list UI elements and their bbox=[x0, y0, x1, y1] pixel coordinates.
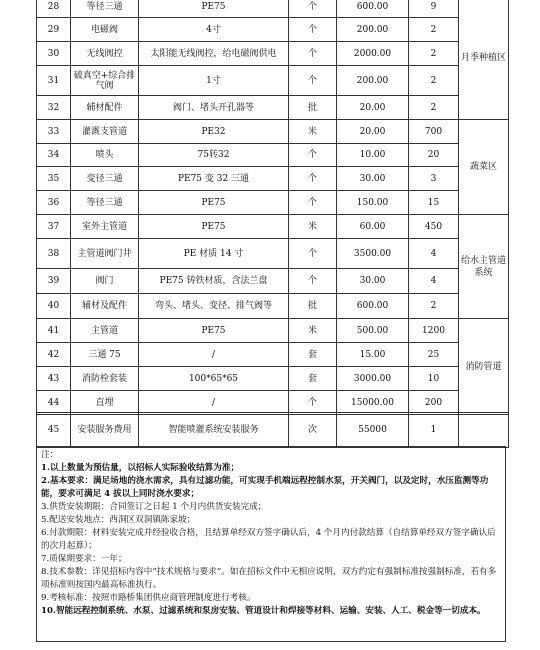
service-spec: 智能喷灌系统安装服务 bbox=[139, 413, 289, 448]
row-unit: 批 bbox=[289, 294, 337, 319]
row-unit: 个 bbox=[289, 66, 337, 96]
area-label: 月季种植区 bbox=[459, 0, 509, 120]
row-unit: 批 bbox=[289, 96, 337, 120]
row-name: 等径三通 bbox=[71, 191, 139, 215]
row-spec: PE 材质 14 寸 bbox=[139, 239, 289, 269]
table-row bbox=[37, 167, 509, 191]
row-unit: 个 bbox=[289, 42, 337, 66]
row-unit: 个 bbox=[289, 269, 337, 294]
row-spec: PE32 bbox=[139, 120, 289, 144]
row-name: 电磁阀 bbox=[71, 18, 139, 42]
row-spec: / bbox=[139, 391, 289, 415]
row-spec: 100*65*65 bbox=[139, 367, 289, 391]
row-qty: 9 bbox=[409, 0, 459, 18]
note-item: 6.付款期限：材料安装完成并经验收合格，且结算单经双方签字确认后，4 个月内付款结算（自结算单经双方签字确认后的次月起算）； bbox=[41, 528, 496, 551]
notes-section bbox=[36, 446, 506, 642]
row-no: 32 bbox=[37, 96, 71, 120]
row-no: 35 bbox=[37, 167, 71, 191]
row-name: 主管道阀门井 bbox=[71, 239, 139, 269]
row-no: 42 bbox=[37, 343, 71, 367]
table-row bbox=[37, 343, 509, 367]
row-spec: PE75 bbox=[139, 215, 289, 239]
row-name: 直埋 bbox=[71, 391, 139, 415]
row-qty: 2 bbox=[409, 294, 459, 319]
table-row bbox=[37, 239, 509, 269]
row-price: 3500.00 bbox=[337, 239, 409, 269]
row-qty: 2 bbox=[409, 96, 459, 120]
table-row bbox=[37, 96, 509, 120]
row-no: 40 bbox=[37, 294, 71, 319]
service-area bbox=[459, 413, 509, 448]
note-item: 10.智能远程控制系统、水泵、过滤系统和泵房安装、管道设计和焊接等材料、运输、安装、人工、税金等一切成本。 bbox=[41, 606, 486, 616]
table-row bbox=[37, 391, 509, 415]
row-price: 3000.00 bbox=[337, 367, 409, 391]
note-item: 8.技术参数：详见招标内容中“技术规格与要求”。如在招标文件中无相应说明，双方约定有强制标准按强制标准，若有多项标准则按国内最高标准执行。 bbox=[41, 567, 497, 590]
table-row bbox=[37, 215, 509, 239]
row-spec: PE75 bbox=[139, 191, 289, 215]
items-table bbox=[36, 0, 509, 415]
row-unit: 个 bbox=[289, 144, 337, 167]
row-no: 33 bbox=[37, 120, 71, 144]
row-qty: 2 bbox=[409, 66, 459, 96]
table-row bbox=[37, 66, 509, 96]
table-row bbox=[37, 120, 509, 144]
service-qty: 1 bbox=[409, 413, 459, 448]
service-row bbox=[37, 413, 509, 448]
row-spec: PE75 铸铁材质，含法兰盘 bbox=[139, 269, 289, 294]
table-row bbox=[37, 367, 509, 391]
row-name: 消防栓套装 bbox=[71, 367, 139, 391]
row-qty: 10 bbox=[409, 367, 459, 391]
row-unit: 个 bbox=[289, 191, 337, 215]
table-row bbox=[37, 0, 509, 18]
row-name: 变径三通 bbox=[71, 167, 139, 191]
row-qty: 200 bbox=[409, 391, 459, 415]
row-no: 37 bbox=[37, 215, 71, 239]
service-no: 45 bbox=[37, 413, 71, 448]
row-qty: 450 bbox=[409, 215, 459, 239]
row-spec: 弯头、堵头、变径、排气阀等 bbox=[139, 294, 289, 319]
row-spec: PE75 bbox=[139, 0, 289, 18]
row-name: 主管道 bbox=[71, 319, 139, 343]
row-unit: 米 bbox=[289, 319, 337, 343]
row-unit: 套 bbox=[289, 343, 337, 367]
area-label: 给水主管道系统 bbox=[459, 215, 509, 319]
row-price: 10.00 bbox=[337, 144, 409, 167]
row-no: 38 bbox=[37, 239, 71, 269]
row-qty: 2 bbox=[409, 18, 459, 42]
row-no: 29 bbox=[37, 18, 71, 42]
row-price: 15.00 bbox=[337, 343, 409, 367]
row-no: 34 bbox=[37, 144, 71, 167]
table-row bbox=[37, 191, 509, 215]
row-price: 200.00 bbox=[337, 18, 409, 42]
row-spec: 4寸 bbox=[139, 18, 289, 42]
row-no: 39 bbox=[37, 269, 71, 294]
row-no: 30 bbox=[37, 42, 71, 66]
row-price: 15000.00 bbox=[337, 391, 409, 415]
row-unit: 个 bbox=[289, 18, 337, 42]
row-qty: 25 bbox=[409, 343, 459, 367]
note-item: 2.基本要求：满足场地的浇水需求，具有过滤功能，可实现手机端远程控制水泵，开关阀门，以及定时，水压监测等功能，要求可满足 4 拔以上同时浇水要求； bbox=[41, 476, 489, 499]
row-name: 阀门 bbox=[71, 269, 139, 294]
row-spec: 阀门、堵头开孔器等 bbox=[139, 96, 289, 120]
row-qty: 1200 bbox=[409, 319, 459, 343]
row-no: 41 bbox=[37, 319, 71, 343]
row-name: 室外主管道 bbox=[71, 215, 139, 239]
table-row bbox=[37, 269, 509, 294]
table-row bbox=[37, 319, 509, 343]
row-price: 2000.00 bbox=[337, 42, 409, 66]
table-row bbox=[37, 18, 509, 42]
row-unit: 个 bbox=[289, 391, 337, 415]
note-item: 1.以上数量为预估量，以招标人实际验收结算为准； bbox=[41, 463, 240, 473]
row-qty: 15 bbox=[409, 191, 459, 215]
area-label: 蔬菜区 bbox=[459, 120, 509, 215]
row-no: 31 bbox=[37, 66, 71, 96]
row-name: 辅材配件 bbox=[71, 96, 139, 120]
row-name: 三通 75 bbox=[71, 343, 139, 367]
row-name: 喷头 bbox=[71, 144, 139, 167]
note-item: 7.质保期要求：一年； bbox=[41, 554, 127, 564]
row-price: 500.00 bbox=[337, 319, 409, 343]
table-row bbox=[37, 294, 509, 319]
row-no: 44 bbox=[37, 391, 71, 415]
note-item: 9.考核标准：按照市路桥集团供应商管理制度进行考核。 bbox=[41, 593, 256, 603]
row-price: 600.00 bbox=[337, 294, 409, 319]
row-spec: / bbox=[139, 343, 289, 367]
row-spec: PE75 bbox=[139, 319, 289, 343]
row-spec: 75转32 bbox=[139, 144, 289, 167]
row-price: 60.00 bbox=[337, 215, 409, 239]
row-price: 20.00 bbox=[337, 120, 409, 144]
row-price: 30.00 bbox=[337, 167, 409, 191]
table-row bbox=[37, 42, 509, 66]
notes-title: 注： bbox=[41, 450, 59, 460]
row-no: 36 bbox=[37, 191, 71, 215]
row-unit: 个 bbox=[289, 167, 337, 191]
row-name: 破真空+综合排气阀 bbox=[71, 66, 139, 96]
row-unit: 个 bbox=[289, 239, 337, 269]
row-qty: 2 bbox=[409, 42, 459, 66]
row-unit: 套 bbox=[289, 367, 337, 391]
row-name: 辅材及配件 bbox=[71, 294, 139, 319]
row-spec: PE75 变 32 三通 bbox=[139, 167, 289, 191]
row-spec: 太阳能无线阀控，给电磁阀供电 bbox=[139, 42, 289, 66]
row-name: 灌溉支管道 bbox=[71, 120, 139, 144]
row-no: 28 bbox=[37, 0, 71, 18]
row-no: 43 bbox=[37, 367, 71, 391]
row-price: 200.00 bbox=[337, 66, 409, 96]
note-item: 5.配送安装地点：西洞区双洞镇陈家坡； bbox=[41, 515, 196, 525]
service-table bbox=[36, 412, 509, 448]
row-qty: 20 bbox=[409, 144, 459, 167]
row-price: 150.00 bbox=[337, 191, 409, 215]
row-name: 无线阀控 bbox=[71, 42, 139, 66]
row-price: 20.00 bbox=[337, 96, 409, 120]
table-row bbox=[37, 144, 509, 167]
row-qty: 700 bbox=[409, 120, 459, 144]
row-unit: 米 bbox=[289, 120, 337, 144]
service-name: 安装服务费用 bbox=[71, 413, 139, 448]
row-qty: 3 bbox=[409, 167, 459, 191]
note-item: 3.供货安装期限：合同签订之日起 1 个月内供货安装完成； bbox=[41, 502, 267, 512]
row-qty: 4 bbox=[409, 239, 459, 269]
service-unit: 次 bbox=[289, 413, 337, 448]
service-price: 55000 bbox=[337, 413, 409, 448]
row-unit: 个 bbox=[289, 0, 337, 18]
row-qty: 4 bbox=[409, 269, 459, 294]
row-spec: 1寸 bbox=[139, 66, 289, 96]
row-price: 600.00 bbox=[337, 0, 409, 18]
area-label: 消防管道 bbox=[459, 319, 509, 415]
row-name: 等径三通 bbox=[71, 0, 139, 18]
row-price: 30.00 bbox=[337, 269, 409, 294]
row-unit: 米 bbox=[289, 215, 337, 239]
